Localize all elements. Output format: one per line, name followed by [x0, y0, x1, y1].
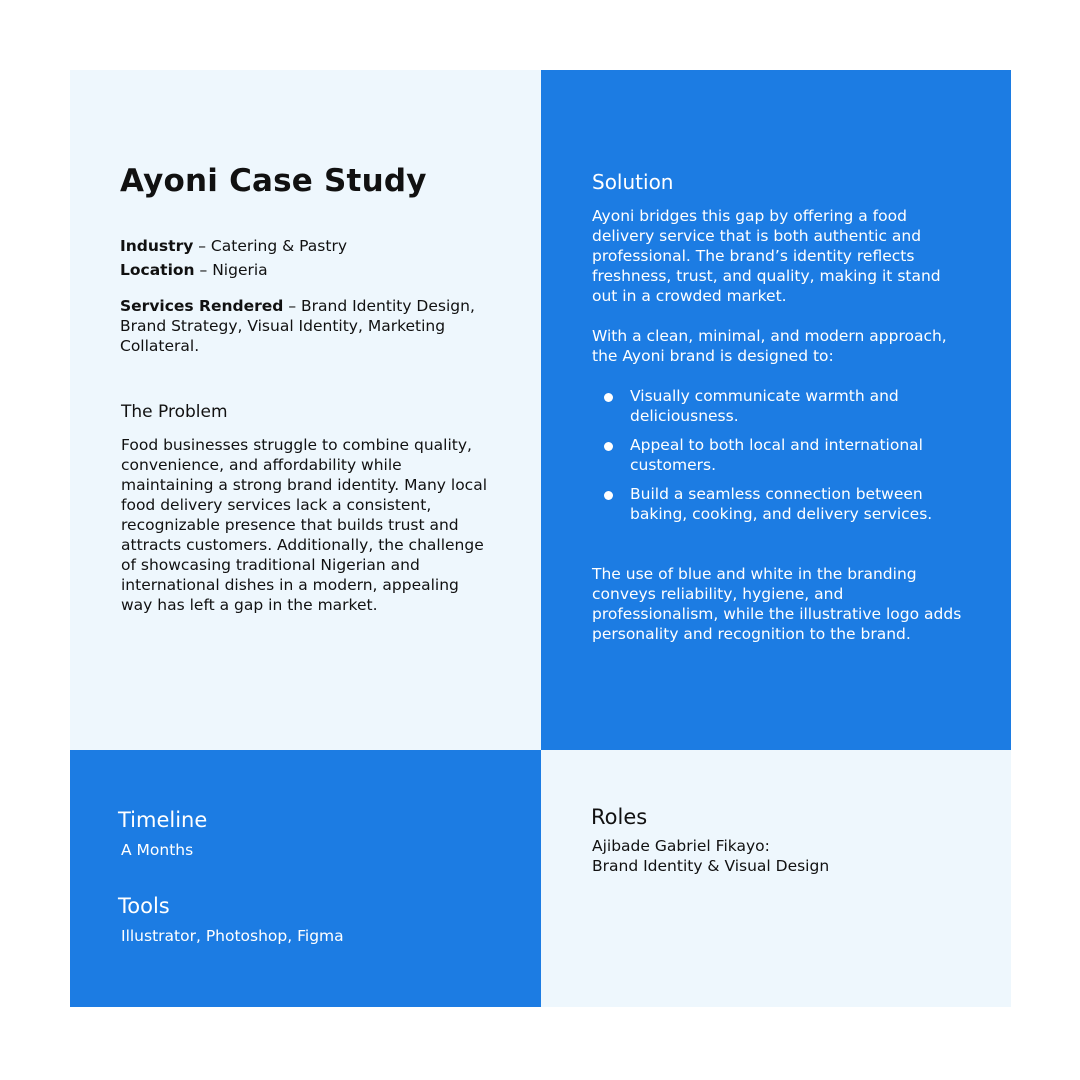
solution-paragraph-2: With a clean, minimal, and modern approach, the Ayoni brand is designed to:	[592, 327, 947, 365]
roles-name: Ajibade Gabriel Fikayo:	[592, 837, 770, 855]
bullet-icon	[604, 491, 613, 500]
problem-heading: The Problem	[121, 402, 228, 422]
solution-heading: Solution	[592, 170, 674, 194]
timeline-heading: Timeline	[118, 808, 208, 832]
tools-value: Illustrator, Photoshop, Figma	[121, 927, 344, 945]
industry-label: Industry	[120, 237, 194, 255]
location-value: – Nigeria	[194, 261, 268, 279]
roles-role: Brand Identity & Visual Design	[592, 857, 830, 875]
overview-panel	[70, 70, 541, 750]
list-item	[601, 484, 951, 524]
industry-value: – Catering & Pastry	[193, 237, 347, 255]
problem-text: Food businesses struggle to combine quality, convenience, and affordability while maintaining a strong brand identity. Many local food delivery services lack a consistent, recognizable presence that builds trust and attracts customers. Additionally, the challenge of showcasing traditional Nigerian and international dishes in a modern, appealing way has left a gap in the market.	[121, 436, 488, 614]
bullet-icon	[604, 393, 613, 402]
roles-heading: Roles	[591, 805, 648, 829]
timeline-value: A Months	[121, 841, 194, 859]
bullet-text: Appeal to both local and international customers.	[630, 436, 923, 474]
services-label: Services Rendered	[120, 297, 284, 315]
page-title: Ayoni Case Study	[120, 163, 427, 199]
bullet-text: Visually communicate warmth and deliciousness.	[630, 387, 899, 425]
solution-paragraph-1: Ayoni bridges this gap by offering a food delivery service that is both authentic and professional. The brand’s identity reflects freshness, trust, and quality, making it stand out in a crowded market.	[592, 207, 941, 305]
services-value: – Brand Identity Design, Brand Strategy, Visual Identity, Marketing Collateral.	[120, 297, 475, 355]
timeline-tools-panel	[70, 750, 541, 1007]
roles-panel	[541, 750, 1011, 1007]
location-line	[120, 260, 500, 280]
list-item	[601, 435, 951, 475]
bullet-text: Build a seamless connection between baking, cooking, and delivery services.	[630, 485, 933, 523]
solution-paragraph-3: The use of blue and white in the branding conveys reliability, hygiene, and professionalism, while the illustrative logo adds personality and recognition to the brand.	[592, 565, 962, 643]
tools-heading: Tools	[118, 894, 170, 918]
industry-line	[120, 236, 500, 256]
location-label: Location	[120, 261, 195, 279]
bullet-icon	[604, 442, 613, 451]
solution-bullet-list	[601, 386, 951, 533]
solution-panel	[541, 70, 1011, 750]
services-line	[120, 296, 500, 356]
list-item	[601, 386, 951, 426]
